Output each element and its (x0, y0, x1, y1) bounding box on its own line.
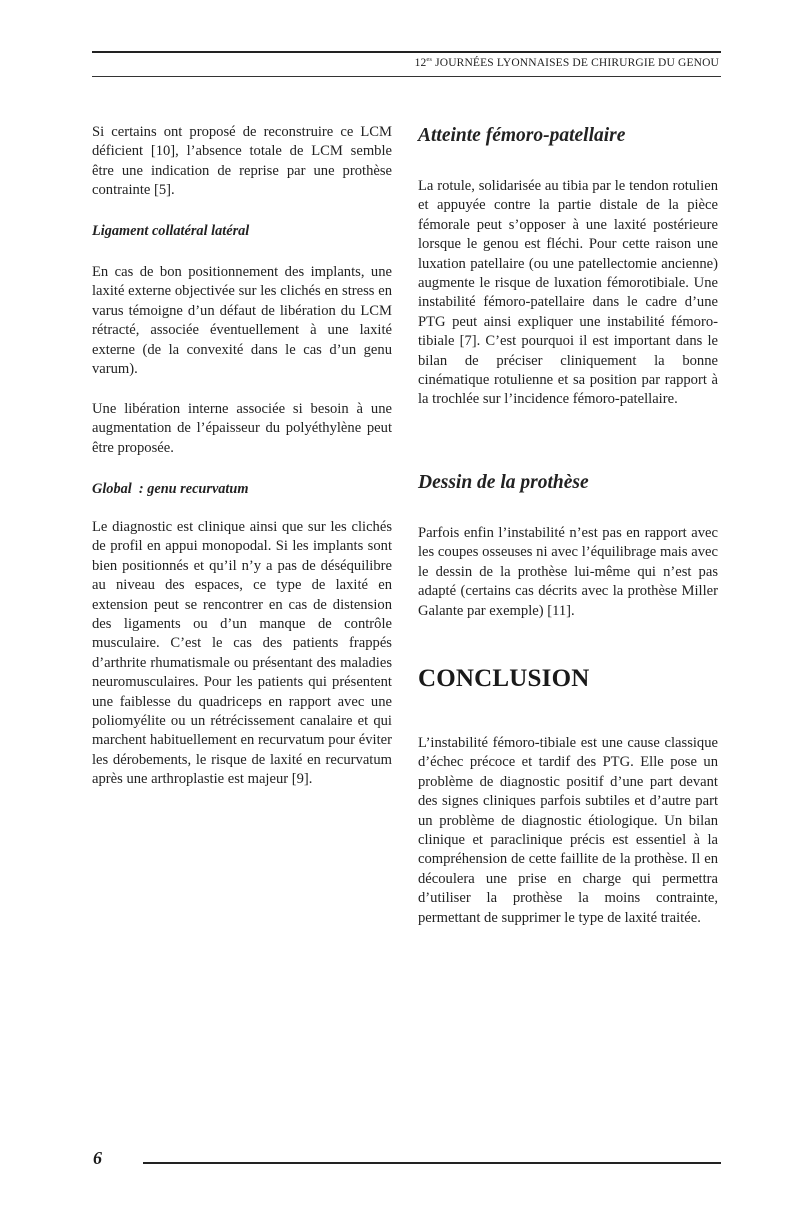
footer-rule (143, 1162, 721, 1164)
heading-ligament-collateral-lateral (92, 221, 392, 241)
paragraph-diagnostic-recurvatum (92, 518, 392, 790)
major-heading-text: CONCLUSION (418, 665, 590, 692)
section-heading-text: Dessin de la prothèse (418, 472, 589, 493)
paragraph-dessin (418, 524, 718, 621)
heading-atteinte-femoro-patellaire (418, 123, 718, 149)
subheading-text: Global : genu recurvatum (92, 481, 249, 497)
header-bottom-rule (92, 76, 721, 77)
paragraph-text: Si certains ont proposé de reconstruire ce LCM déficient [10], l’absence totale de LCM semble être une indication de reprise par une prothèse contrainte [5]. (92, 124, 392, 199)
heading-conclusion (418, 664, 718, 694)
paragraph-text: La rotule, solidarisée au tibia par le tendon rotulien et appuyée contre la partie distale de la pièce fémorale peut s’opposer à une laxité postérieure lorsque le genou est fléchi. Pour cette raison une luxation patellaire (ou une patellectomie ancienne) augmente le risque de luxation fémorotibiale. Une instabilité fémoro-patellaire dans le cadre d’une PTG peut ainsi expliquer une instabilité fémoro-tibiale [7]. C’est pourquoi il est important dans le bilan de préciser cliniquement la bonne cinématique rotulienne et sa position par rapport à la trochlée sur l’incidence fémoro-patellaire. (418, 178, 718, 408)
paragraph-laxite-externe (92, 263, 392, 379)
paragraph-text: L’instabilité fémoro-tibiale est une cause classique d’échec précoce et tardif des PTG. Elle pose un problème de diagnostic positif d’une part devant des signes cliniques parfois subtiles et d’autre part un problème de diagnostic étiologique. Un bilan clinique et paraclinique précis est essentiel à la compréhension de cette faillite de la prothèse. Il en découlera une prise en charge qui permettra d’utiliser la prothèse la moins contrainte, permettant de supprimer le type de laxité traitée. (418, 735, 718, 926)
paragraph-text: Parfois enfin l’instabilité n’est pas en rapport avec les coupes osseuses ni avec l’équilibrage mais avec le dessin de la prothèse lui-même qui n’est pas adapté (certains cas décrits avec la prothèse Miller Galante par exemple) [11]. (418, 525, 718, 619)
section-heading-text: Atteinte fémoro-patellaire (418, 125, 626, 146)
paragraph-rotule (418, 177, 718, 410)
paragraph-text: Le diagnostic est clinique ainsi que sur les clichés de profil en appui monopodal. Si les implants sont bien positionnés et qu’il n’y a pas de déséquilibre au niveau des espaces, ce type de laxité en extension peut se rencontrer en cas de distension des ligaments ou d’un manque de contrôle musculaire. C’est le cas des patients frappés d’arthrite rhumatismale ou présentant des maladies neuromusculaires. Pour les patients qui présentent une faiblesse du quadriceps en rapport avec une poliomyélite ou un rétrécissement canalaire et qui marchent habituellement en recurvatum pour éviter les dérobements, le risque de laxité en recurvatum après une arthroplastie est majeur [9]. (92, 519, 392, 788)
paragraph-conclusion (418, 734, 718, 928)
header-journal-name: JOURNÉES LYONNAISES DE CHIRURGIE DU GENOU (432, 57, 719, 69)
running-header (415, 57, 719, 69)
header-edition-number: 12 (414, 57, 427, 69)
heading-global-genu-recurvatum (92, 479, 392, 499)
heading-dessin-prothese (418, 470, 718, 496)
page-number: 6 (93, 1148, 102, 1168)
subheading-text: Ligament collatéral latéral (92, 223, 250, 239)
header-top-rule (92, 51, 721, 53)
paragraph-text: Une libération interne associée si besoin à une augmentation de l’épaisseur du polyéthylène peut être proposée. (92, 401, 392, 456)
paragraph-lcm-reprise (92, 123, 392, 201)
header-edition-suffix: es (426, 56, 433, 64)
paragraph-text: En cas de bon positionnement des implants, une laxité externe objectivée sur les clichés en stress en varus témoigne d’un défaut de libération du LCM rétracté, associée éventuellement à une laxité externe (de la convexité dans le cas d’un genu varum). (92, 264, 392, 378)
paragraph-liberation-interne (92, 400, 392, 458)
